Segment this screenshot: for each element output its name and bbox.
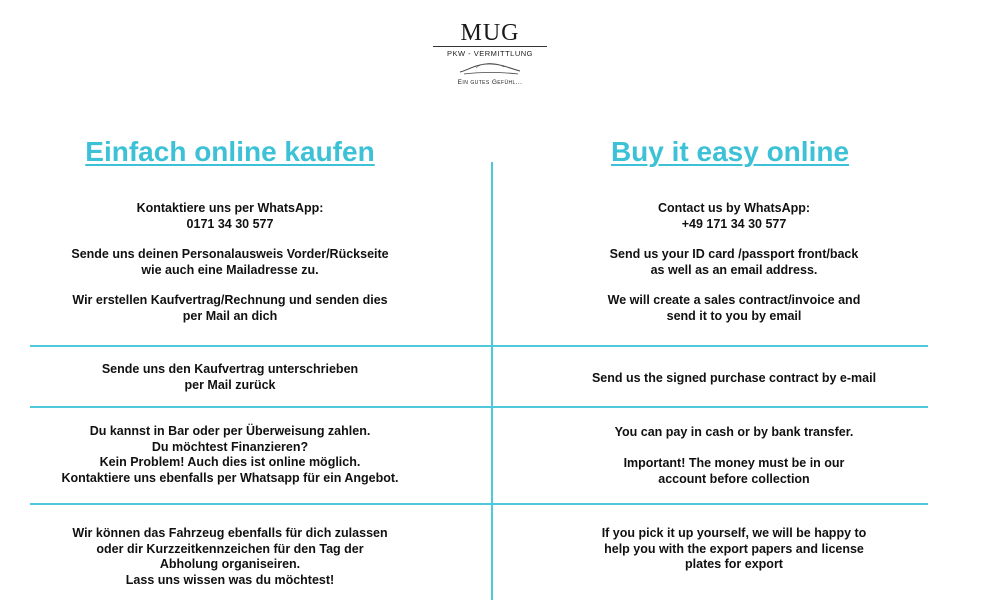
english-id-card-text: Send us your ID card /passport front/back as well as an email address. [609, 247, 859, 277]
row-divider-2 [30, 406, 928, 408]
company-logo [425, 18, 555, 92]
german-registration-text: Wir können das Fahrzeug ebenfalls für dich zulassen oder dir Kurzzeitkennzeichen für den Tag der Abholung organiseiren. Lass uns wissen was du möchtest! [72, 526, 388, 587]
logo-subtitle: PKW - VERMITTLUNG [446, 49, 533, 58]
english-contract-text: We will create a sales contract/invoice and send it to you by email [607, 293, 861, 323]
heading-german: Einfach online kaufen [85, 136, 375, 167]
german-id-card-text: Sende uns deinen Personalausweis Vorder/Rückseite wie auch eine Mailadresse zu. [71, 247, 389, 277]
german-contract-text: Wir erstellen Kaufvertrag/Rechnung und senden dies per Mail an dich [72, 293, 388, 323]
english-contact-text: Contact us by WhatsApp: +49 171 34 30 577 [657, 201, 811, 231]
german-payment-text: Du kannst in Bar oder per Überweisung zahlen. Du möchtest Finanzieren? Kein Problem! Auch dies ist online möglich. Kontaktiere uns ebenfalls per Whatsapp für ein Angebot. [61, 424, 399, 485]
logo-rule [433, 46, 547, 47]
heading-english: Buy it easy online [610, 136, 850, 167]
german-contact-text: Kontaktiere uns per WhatsApp: 0171 34 30 577 [136, 201, 324, 231]
car-icon [458, 59, 522, 77]
row-divider-3 [30, 503, 928, 505]
english-important-text: Important! The money must be in our account before collection [623, 456, 845, 486]
english-export-text: If you pick it up yourself, we will be happy to help you with the export papers and license plates for export [601, 526, 867, 571]
column-divider [491, 162, 493, 600]
german-signed-text: Sende uns den Kaufvertrag unterschrieben per Mail zurück [101, 362, 359, 392]
row-divider-1 [30, 345, 928, 347]
english-signed-text: Send us the signed purchase contract by e-mail [591, 371, 877, 385]
logo-tagline: Ein gutes Gefühl... [457, 79, 523, 86]
logo-title: MUG [460, 20, 520, 46]
english-payment-text: You can pay in cash or by bank transfer. [614, 425, 854, 439]
